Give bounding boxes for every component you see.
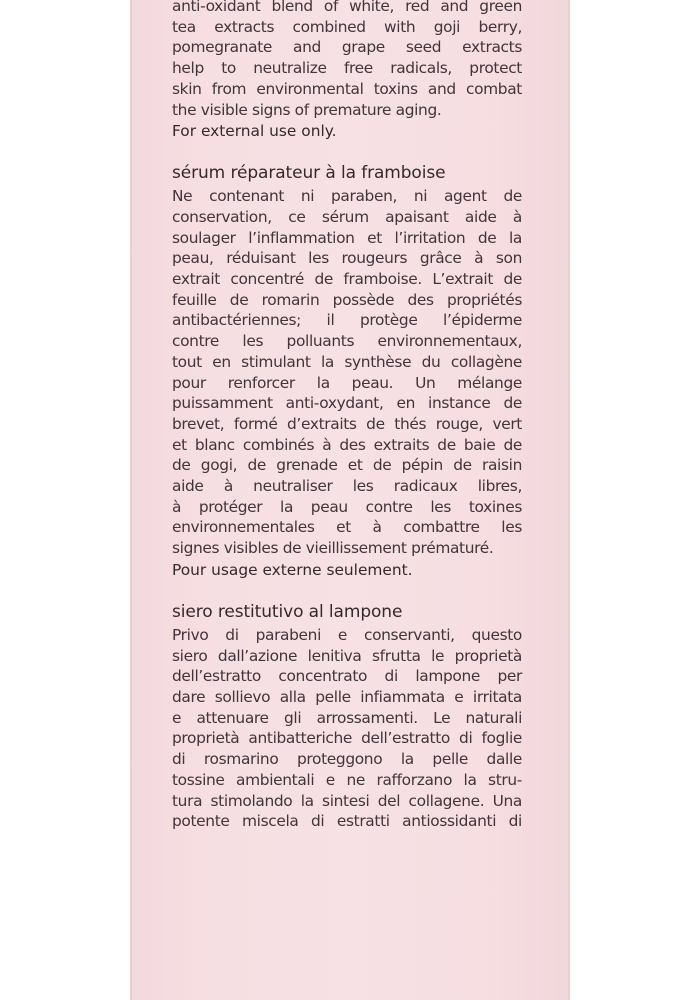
text-line: puissamment anti-oxydant, en instance de [172,394,522,413]
text-line: peau, réduisant les rougeurs grâce à son [172,249,522,268]
text-line: pour renforcer la peau. Un mélange [172,373,522,392]
text-line: di rosmarino proteggono la pelle dalle [172,750,522,769]
text-line: tout en stimulant la synthèse du collagène [172,352,522,371]
text-line: e attenuare gli arrossamenti. Le naturali [172,708,522,727]
ingredient-text-column [172,0,522,832]
text-line: help to neutralize free radicals, protect [172,59,522,78]
text-line: signes visibles de vieillissement prématuré. [172,539,494,558]
text-line: soulager l’inflammation et l’irritation de la [172,228,522,247]
text-line: feuille de romarin possède des propriétés [172,290,522,309]
text-line: Ne contenant ni paraben, ni agent de [172,187,522,206]
french-title: sérum réparateur à la framboise [172,163,446,184]
text-line: pomegranate and grape seed extracts [172,38,522,57]
text-line: et blanc combinés à des extraits de baie de [172,435,522,454]
text-line: proprietà antibatteriche dell’estratto di foglie [172,729,522,748]
text-line: aide à neutraliser les radicaux libres, [172,477,522,496]
text-line: tura stimolando la sintesi del collagene. Una [172,791,522,810]
english-paragraph [172,0,522,120]
text-line: à protéger la peau contre les toxines [172,497,522,516]
french-usage-note: Pour usage externe seulement. [172,560,413,579]
text-line: siero dall’azione lenitiva sfrutta le proprietà [172,646,522,665]
text-line: tossine ambientali e ne rafforzano la stru- [172,770,522,789]
italian-section [172,600,522,832]
french-paragraph [172,186,522,559]
text-line: extrait concentré de framboise. L’extrait de [172,270,522,289]
text-line: environnementales et à combattre les [172,518,522,537]
text-line: contre les polluants environnementaux, [172,332,522,351]
text-line: de gogi, de grenade et de pépin de raisin [172,456,522,475]
italian-paragraph [172,625,522,832]
text-line: potente miscela di estratti antiossidanti di [172,812,522,831]
text-line: tea extracts combined with goji berry, [172,17,522,36]
english-usage-note: For external use only. [172,122,337,141]
french-section [172,161,522,581]
text-line: antibactériennes; il protège l’épiderme [172,311,522,330]
text-line: brevet, formé d’extraits de thés rouge, vert [172,414,522,433]
text-line: anti-oxidant blend of white, red and green [172,0,522,15]
text-line: dell’estratto concentrato di lampone per [172,667,522,686]
text-line: dare sollievo alla pelle infiammata e irritata [172,687,522,706]
text-line: conservation, ce sérum apaisant aide à [172,207,522,226]
english-section [172,0,522,142]
text-line: the visible signs of premature aging. [172,100,442,119]
text-line: skin from environmental toxins and combat [172,79,522,98]
text-line: Privo di parabeni e conservanti, questo [172,625,522,644]
italian-title: siero restitutivo al lampone [172,601,403,622]
